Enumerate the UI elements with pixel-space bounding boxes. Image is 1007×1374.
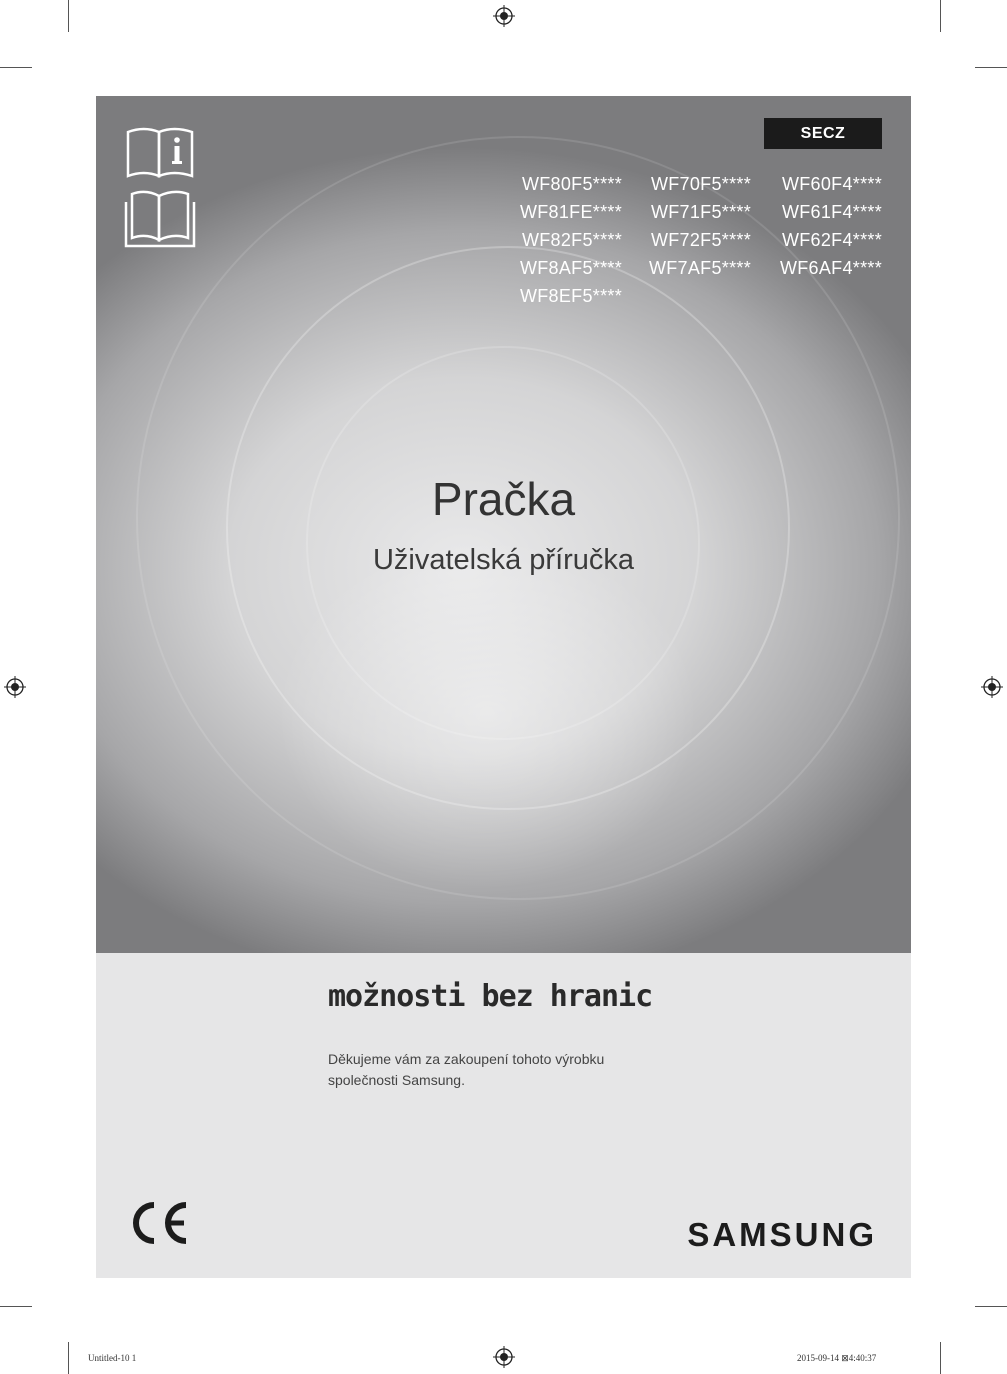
- slogan: možnosti bez hranic: [328, 979, 653, 1014]
- model-list-column-3: [756, 170, 882, 282]
- model-number: WF71F5****: [650, 202, 751, 222]
- crop-mark: [940, 1342, 941, 1374]
- samsung-logo: SAMSUNG: [687, 1216, 877, 1253]
- language-badge: SECZ: [764, 118, 882, 149]
- cover-panel: [96, 96, 911, 953]
- model-number: WF62F4****: [781, 230, 882, 250]
- thanks-text: Děkujeme vám za zakoupení tohoto výrobku společnosti Samsung.: [328, 1051, 605, 1088]
- registration-mark-icon: [981, 676, 1003, 698]
- model-number: WF6AF4****: [779, 258, 882, 278]
- model-number: WF70F5****: [650, 174, 751, 194]
- crop-mark: [0, 1306, 32, 1307]
- crop-mark: [940, 0, 941, 32]
- model-number: WF61F4****: [781, 202, 882, 222]
- model-number: WF72F5****: [650, 230, 751, 250]
- registration-mark-icon: [493, 5, 515, 27]
- crop-mark: [975, 67, 1007, 68]
- model-number: WF8EF5****: [519, 286, 622, 306]
- open-book-icon: [124, 188, 196, 250]
- ce-mark-icon: [124, 1200, 190, 1246]
- model-list-column-2: [626, 170, 751, 282]
- model-list-column-1: [496, 170, 622, 310]
- print-footer-left: Untitled-10 1: [88, 1353, 137, 1363]
- crop-mark: [68, 1342, 69, 1374]
- model-number: WF82F5****: [521, 230, 622, 250]
- model-number: WF7AF5****: [648, 258, 751, 278]
- model-number: WF81FE****: [519, 202, 622, 222]
- book-info-icon: [124, 126, 196, 180]
- product-subtitle: Uživatelská příručka: [372, 544, 635, 576]
- registration-mark-icon: [493, 1346, 515, 1368]
- registration-mark-icon: [4, 676, 26, 698]
- model-number: WF60F4****: [781, 174, 882, 194]
- product-title: Pračka: [431, 473, 576, 525]
- crop-mark: [0, 67, 32, 68]
- model-number: WF8AF5****: [519, 258, 622, 278]
- lower-panel: [96, 953, 911, 1278]
- crop-mark: [68, 0, 69, 32]
- print-footer-right: 2015-09-14 ⊠4:40:37: [797, 1353, 877, 1363]
- crop-mark: [975, 1306, 1007, 1307]
- model-number: WF80F5****: [521, 174, 622, 194]
